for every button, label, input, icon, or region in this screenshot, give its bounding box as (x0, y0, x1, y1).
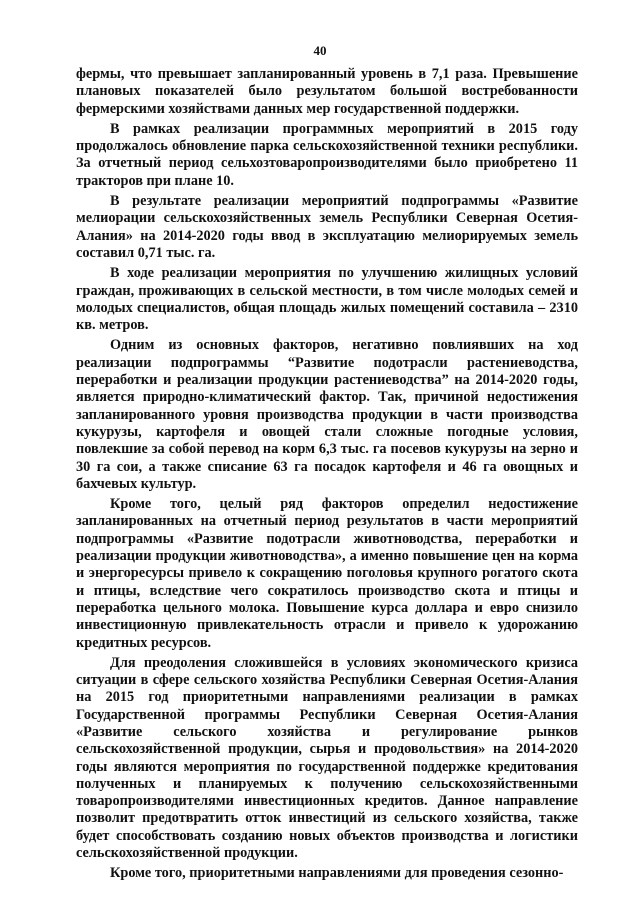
paragraph: В результате реализации мероприятий подпрограммы «Развитие мелиорации сельскохозяйственных земель Республики Северная Осетия-Алания» на 2014-2020 годы ввод в эксплуатацию мелиорируемых земель составил 0,71 тыс. га. (76, 193, 578, 261)
paragraph: Кроме того, целый ряд факторов определил недостижение запланированных на отчетный период результатов в части мероприятий подпрограммы «Развитие подотрасли животноводства, переработки и реализации продукции животноводства», а именно повышение цен на корма и энергоресурсы привело к сокращению поголовья крупного рогатого скота и птицы, вследствие чего сократилось производство скота и птицы и переработка цельного молока. Повышение курса доллара и евро снизило инвестиционную привлекательность отрасли и привело к удорожанию кредитных ресурсов. (76, 496, 578, 651)
paragraph: Одним из основных факторов, негативно повлиявших на ход реализации подпрограммы “Развитие подотрасли растениеводства, переработки и реализации продукции растениеводства” на 2014-2020 годы, является природно-климатический фактор. Так, причиной недостижения запланированного уровня производства продукции в части производства кукурузы, картофеля и овощей стали сложные погодные условия, повлекшие за собой перевод на корм 6,3 тыс. га посевов кукурузы на зерно и 30 га сои, а также списание 63 га посадок картофеля и 46 га овощных и бахчевых культур. (76, 337, 578, 492)
paragraph: В ходе реализации мероприятия по улучшению жилищных условий граждан, проживающих в сельской местности, в том числе молодых семей и молодых специалистов, общая площадь жилых помещений составила – 2310 кв. метров. (76, 265, 578, 334)
paragraph: В рамках реализации программных мероприятий в 2015 году продолжалось обновление парка сельскохозяйственной техники республики. За отчетный период сельхозтоваропроизводителями было приобретено 11 тракторов при плане 10. (76, 120, 578, 189)
paragraph: Кроме того, приоритетными направлениями для проведения сезонно- (110, 865, 564, 882)
page-number: 40 (313, 43, 327, 58)
paragraph: Для преодоления сложившейся в условиях экономического кризиса ситуации в сфере сельского хозяйства Республики Северная Осетия-Алания на 2015 год приоритетными направлениями реализации в рамках Государственной программы Республики Северная Осетия-Алания «Развитие сельского хозяйства и регулирование рынков сельскохозяйственной продукции, сырья и продовольствия» на 2014-2020 годы являются мероприятия по государственной поддержке кредитования полученных и планируемых к получению сельскохозяйственными товаропроизводителями инвестиционных кредитов. Данное направление позволит предотвратить отток инвестиций из сельского хозяйства, также будет способствовать созданию новых объектов производства и логистики сельскохозяйственной продукции. (76, 654, 578, 862)
paragraph: фермы, что превышает запланированный уровень в 7,1 раза. Превышение плановых показателей было результатом большой востребованности фермерскими хозяйствами данных мер государственной поддержки. (76, 66, 578, 117)
document-body (76, 66, 578, 883)
